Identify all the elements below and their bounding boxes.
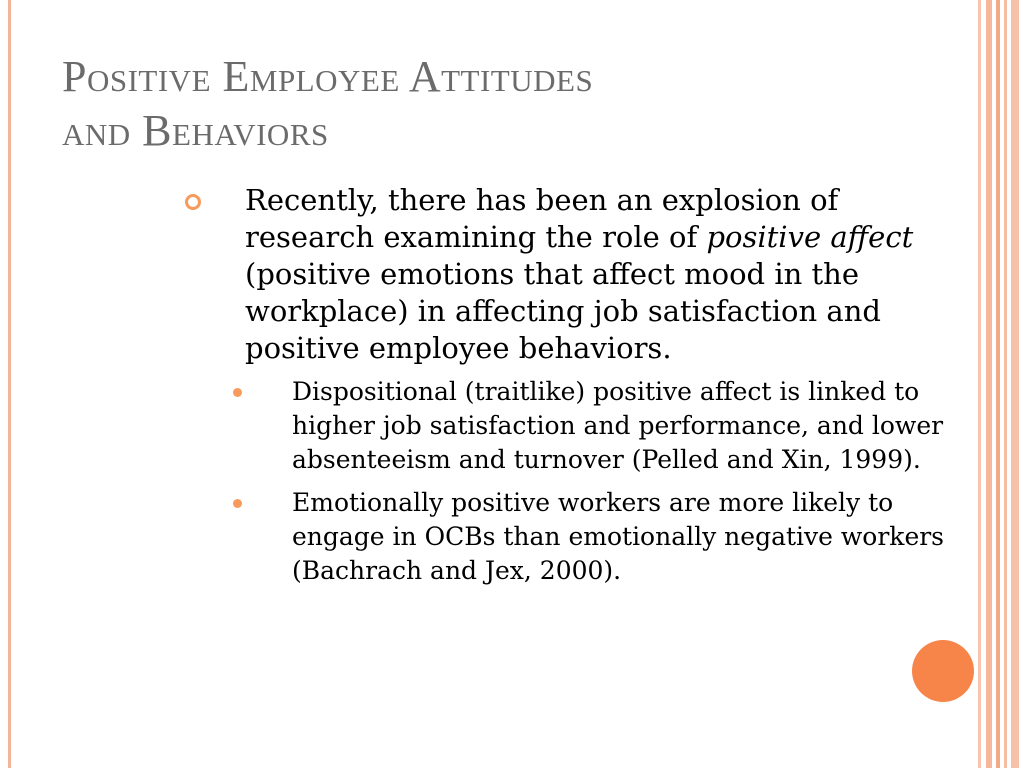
sub-bullet xyxy=(185,486,945,588)
stripe xyxy=(986,0,992,768)
stripe xyxy=(978,0,981,768)
main-bullet-italic-term: positive affect xyxy=(706,220,914,254)
decorative-circle xyxy=(912,640,974,702)
ring-bullet-icon xyxy=(185,194,201,210)
stripe xyxy=(996,0,1000,768)
stripe xyxy=(1011,0,1019,768)
slide-content xyxy=(185,182,945,597)
sub-bullet xyxy=(185,375,945,477)
dot-bullet-icon xyxy=(233,388,242,397)
left-border-line xyxy=(8,0,11,768)
dot-bullet-icon xyxy=(233,499,242,508)
slide-title xyxy=(62,50,942,158)
main-bullet-text-before: Recently, there has been an explosion of research examining the role of xyxy=(245,183,839,254)
main-bullet xyxy=(185,182,945,367)
right-decorative-stripes xyxy=(978,0,1024,768)
main-bullet-text-after: (positive emotions that affect mood in the workplace) in affecting job satisfaction and positive employee behaviors. xyxy=(245,257,881,365)
title-line-1: Positive Employee Attitudes xyxy=(62,52,594,101)
sub-bullet-text: Dispositional (traitlike) positive affect is linked to higher job satisfaction and performance, and lower absenteeism and turnover (Pelled and Xin, 1999). xyxy=(292,377,944,474)
stripe xyxy=(1004,0,1007,768)
title-line-2: and Behaviors xyxy=(62,106,329,155)
sub-bullet-text: Emotionally positive workers are more likely to engage in OCBs than emotionally negative workers (Bachrach and Jex, 2000). xyxy=(292,488,945,585)
